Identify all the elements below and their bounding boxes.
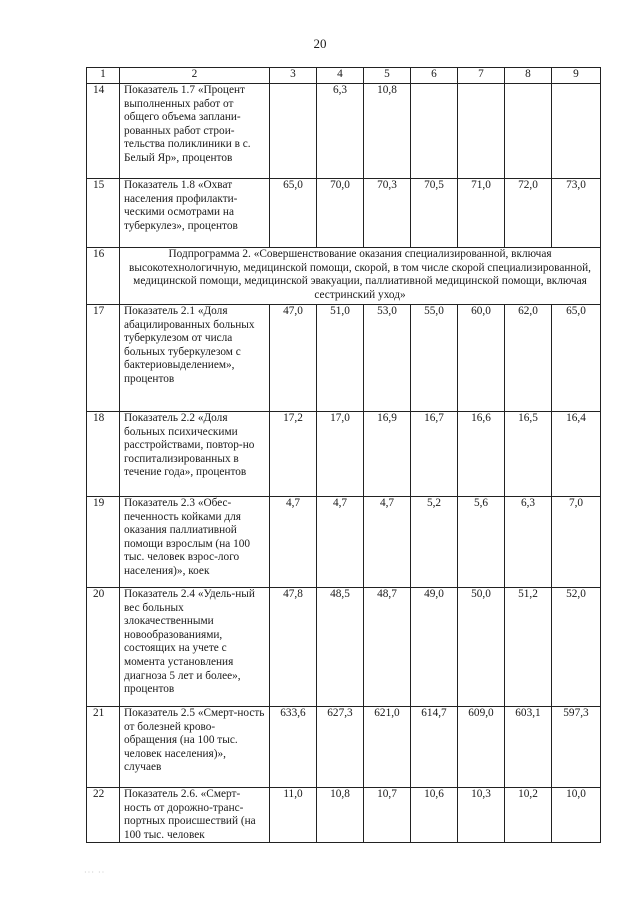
value-cell: 621,0 [364,707,411,788]
row-number: 17 [87,305,120,412]
row-number: 18 [87,412,120,497]
value-cell: 47,8 [270,588,317,707]
row-number: 22 [87,788,120,843]
value-cell: 603,1 [505,707,552,788]
value-cell: 71,0 [458,179,505,248]
table-row [87,497,601,588]
value-cell: 16,6 [458,412,505,497]
value-cell: 70,0 [317,179,364,248]
table-row [87,305,601,412]
value-cell [552,84,601,179]
header-cell: 1 [87,68,120,84]
value-cell: 70,5 [411,179,458,248]
value-cell: 6,3 [317,84,364,179]
table-row [87,412,601,497]
header-cell: 5 [364,68,411,84]
value-cell [411,84,458,179]
value-cell: 72,0 [505,179,552,248]
row-number: 21 [87,707,120,788]
value-cell: 609,0 [458,707,505,788]
table-row [87,588,601,707]
value-cell: 53,0 [364,305,411,412]
value-cell: 10,7 [364,788,411,843]
row-number: 14 [87,84,120,179]
value-cell: 7,0 [552,497,601,588]
value-cell: 48,7 [364,588,411,707]
value-cell: 633,6 [270,707,317,788]
subprogram-row [87,248,601,305]
value-cell: 17,2 [270,412,317,497]
row-number: 15 [87,179,120,248]
value-cell: 10,3 [458,788,505,843]
value-cell: 60,0 [458,305,505,412]
value-cell: 4,7 [317,497,364,588]
value-cell: 62,0 [505,305,552,412]
row-number: 20 [87,588,120,707]
value-cell: 627,3 [317,707,364,788]
value-cell: 73,0 [552,179,601,248]
table-row [87,707,601,788]
value-cell: 6,3 [505,497,552,588]
value-cell: 4,7 [364,497,411,588]
value-cell: 65,0 [552,305,601,412]
value-cell [458,84,505,179]
value-cell: 65,0 [270,179,317,248]
table-row [87,788,601,843]
indicator-name: Показатель 2.2 «Доля больных психическими расстройствами, повтор-но госпитализированных в течение года», процентов [120,412,270,497]
header-cell: 9 [552,68,601,84]
row-number: 19 [87,497,120,588]
value-cell: 70,3 [364,179,411,248]
value-cell: 16,7 [411,412,458,497]
row-number: 16 [87,248,120,305]
header-cell: 6 [411,68,458,84]
page-number: 20 [313,36,327,51]
indicator-name: Показатель 2.5 «Смерт-ность от болезней крово-обращения (на 100 тыс. человек населения)», случаев [120,707,270,788]
indicator-name: Показатель 1.8 «Охват населения профилакти-ческими осмотрами на туберкулез», процентов [120,179,270,248]
value-cell: 49,0 [411,588,458,707]
value-cell [270,84,317,179]
indicator-name: Показатель 2.6. «Смерт-ность от дорожно-транс-портных происшествий (на 100 тыс. человек [120,788,270,843]
value-cell: 16,9 [364,412,411,497]
value-cell: 52,0 [552,588,601,707]
value-cell: 10,8 [364,84,411,179]
value-cell: 51,0 [317,305,364,412]
value-cell: 10,6 [411,788,458,843]
value-cell: 17,0 [317,412,364,497]
value-cell: 597,3 [552,707,601,788]
value-cell: 5,2 [411,497,458,588]
table-row [87,84,601,179]
header-cell: 3 [270,68,317,84]
value-cell: 47,0 [270,305,317,412]
header-cell: 8 [505,68,552,84]
indicators-table [86,67,601,843]
table-header-row [87,68,601,84]
value-cell: 10,0 [552,788,601,843]
value-cell: 16,4 [552,412,601,497]
value-cell: 11,0 [270,788,317,843]
value-cell: 55,0 [411,305,458,412]
indicator-name: Показатель 2.1 «Доля абацилированных больных туберкулезом от числа больных туберкулезом с бактериовыделением», процентов [120,305,270,412]
header-cell: 4 [317,68,364,84]
value-cell: 5,6 [458,497,505,588]
subprogram-title: Подпрограмма 2. «Совершенствование оказания специализированной, включая высокотехнологичную, медицинской помощи, скорой, в том числе скорой специализированной, медицинской помощи, медицинской эвакуации, паллиативной медицинской помощи, включая сестринский уход» [120,248,601,305]
table-row [87,179,601,248]
value-cell: 51,2 [505,588,552,707]
value-cell: 4,7 [270,497,317,588]
indicator-name: Показатель 1.7 «Процент выполненных работ от общего объема заплани-рованных работ строи-тельства поликлиники в с. Белый Яр», процентов [120,84,270,179]
value-cell: 614,7 [411,707,458,788]
value-cell: 48,5 [317,588,364,707]
value-cell: 16,5 [505,412,552,497]
value-cell: 50,0 [458,588,505,707]
value-cell: 10,2 [505,788,552,843]
value-cell: 10,8 [317,788,364,843]
value-cell [505,84,552,179]
header-cell: 7 [458,68,505,84]
header-cell: 2 [120,68,270,84]
footer-mark: ··· ·· [84,868,106,877]
indicator-name: Показатель 2.4 «Удель-ный вес больных злокачественными новообразованиями, состоящих на учете с момента установления диагноза 5 лет и более», процентов [120,588,270,707]
indicator-name: Показатель 2.3 «Обес-печенность койками для оказания паллиативной помощи взрослым (на 100 тыс. человек взрос-лого населения)», коек [120,497,270,588]
